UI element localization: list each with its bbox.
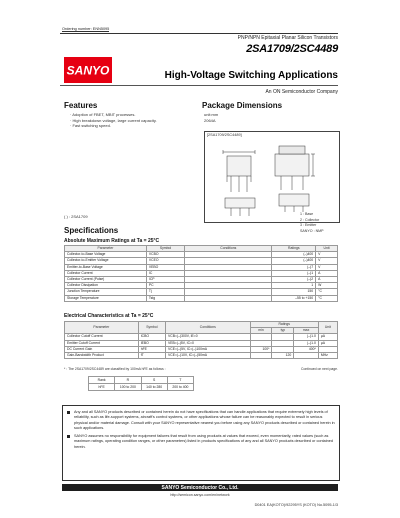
table-row bbox=[65, 295, 338, 301]
package-heading: Package Dimensions bbox=[202, 101, 283, 110]
notice-paragraph bbox=[67, 410, 335, 431]
table-cell: hFE bbox=[138, 346, 165, 352]
column-header: Unit bbox=[318, 322, 337, 334]
table-cell: A bbox=[316, 277, 338, 283]
table-cell: VEBO bbox=[146, 264, 184, 270]
table-cell: –55 to +150 bbox=[272, 295, 316, 301]
column-header: Unit bbox=[316, 246, 338, 252]
top-rule bbox=[60, 33, 338, 34]
table-cell bbox=[185, 295, 272, 301]
table-cell: PC bbox=[146, 283, 184, 289]
table-cell: IC bbox=[146, 270, 184, 276]
column-header: Conditions bbox=[185, 246, 272, 252]
table-cell: V bbox=[316, 264, 338, 270]
device-subtitle: PNP/NPN Epitaxial Planar Silicon Transistors bbox=[237, 35, 338, 41]
table-row bbox=[89, 377, 194, 384]
table-cell: A bbox=[316, 270, 338, 276]
table-cell: ICBO bbox=[138, 334, 165, 340]
table-cell: MHz bbox=[318, 353, 337, 359]
table-cell: V bbox=[316, 252, 338, 258]
main-title: High-Voltage Switching Applications bbox=[164, 70, 338, 81]
footer-band bbox=[62, 484, 338, 491]
package-unit: unit:mm bbox=[204, 112, 219, 117]
table-cell: Collector Dissipation bbox=[65, 283, 147, 289]
polarity-note: ( ) : 2SA1709 bbox=[64, 214, 88, 219]
table-cell: 120 bbox=[272, 353, 294, 359]
sanyo-logo bbox=[64, 57, 112, 83]
table-cell: VCB=(–)300V, IE=0 bbox=[166, 334, 251, 340]
column-header: max bbox=[294, 328, 319, 334]
table-cell: Storage Temperature bbox=[65, 295, 147, 301]
table-cell: (–)7 bbox=[272, 264, 316, 270]
transistor-outline-drawing bbox=[205, 132, 339, 222]
electrical-characteristics-table bbox=[64, 321, 338, 359]
pin-legend-item: 3 : Emitter bbox=[300, 223, 317, 227]
table-cell: VEB=(–)5V, IC=0 bbox=[166, 340, 251, 346]
column-header: min bbox=[250, 328, 272, 334]
package-drawing-label: [2SA1709/2SC4489] bbox=[207, 133, 242, 137]
title-rule bbox=[60, 85, 338, 86]
table-cell: °C bbox=[316, 289, 338, 295]
legal-notice-box bbox=[62, 405, 340, 481]
table-cell: (–)400 bbox=[272, 252, 316, 258]
pin-legend-item: 1 : Base bbox=[300, 212, 314, 216]
table-cell: (–)1 bbox=[272, 270, 316, 276]
footer-url-link[interactable]: http://semicon.sanyo.com/en/network bbox=[170, 493, 230, 497]
table-cell: 200 to 400 bbox=[167, 384, 193, 391]
table-cell: VCEO bbox=[146, 258, 184, 264]
table-cell: (–)2 bbox=[272, 277, 316, 283]
table-cell: 140 to 280 bbox=[141, 384, 167, 391]
table-cell: Emitter-to-Base Voltage bbox=[65, 264, 147, 270]
table-cell: Collector-to-Emitter Voltage bbox=[65, 258, 147, 264]
document-code: D0401 EA(KOTO)/92295YS (KOTO) No.5095-1/3 bbox=[254, 503, 338, 507]
table-cell: (–)1.0 bbox=[294, 340, 319, 346]
table-cell: Emitter Cutoff Current bbox=[65, 340, 139, 346]
column-header: Conditions bbox=[166, 322, 251, 334]
table-cell: Gain-Bandwidth Product bbox=[65, 353, 139, 359]
features-list bbox=[70, 112, 157, 129]
table-cell: 150 bbox=[272, 289, 316, 295]
column-group-header: Ratings bbox=[250, 322, 318, 328]
package-pin-legend bbox=[300, 212, 324, 234]
table-row bbox=[65, 353, 338, 359]
part-number: 2SA1709/2SC4489 bbox=[246, 43, 338, 55]
feature-item: · Adoption of FBET, MBIT processes. bbox=[70, 112, 136, 117]
table-cell: 400* bbox=[294, 346, 319, 352]
package-drawing bbox=[204, 131, 340, 223]
table-cell: 100* bbox=[250, 346, 272, 352]
column-header: Ratings bbox=[272, 246, 316, 252]
specifications-heading: Specifications bbox=[64, 226, 119, 235]
pin-legend-item: SANYO : NMP bbox=[300, 228, 324, 233]
table-cell: W bbox=[316, 283, 338, 289]
table-cell bbox=[250, 353, 272, 359]
table-cell: μA bbox=[318, 340, 337, 346]
bullet-square-icon bbox=[67, 411, 70, 414]
column-header: Symbol bbox=[138, 322, 165, 334]
ordering-number: Ordering number: ENN5095 bbox=[62, 27, 110, 31]
features-heading: Features bbox=[64, 101, 98, 110]
table-cell: 100 to 200 bbox=[115, 384, 141, 391]
table-cell: S bbox=[141, 377, 167, 384]
table-cell: (–)400 bbox=[272, 258, 316, 264]
table-cell: ICP bbox=[146, 277, 184, 283]
table-cell: (–)1.0 bbox=[294, 334, 319, 340]
table-cell: VCE=(–)10V, IC=(–)50mA bbox=[166, 353, 251, 359]
footer-company-name: SANYO Semiconductor Co., Ltd. bbox=[161, 484, 239, 491]
table-cell: Tstg bbox=[146, 295, 184, 301]
table-cell: Collector Current (Pulse) bbox=[65, 277, 147, 283]
table-cell: 1 bbox=[272, 283, 316, 289]
table-cell: Junction Temperature bbox=[65, 289, 147, 295]
table-cell: V bbox=[316, 258, 338, 264]
abs-max-ratings-heading: Absolute Maximum Ratings at Ta = 25°C bbox=[64, 238, 160, 244]
notice-text: Any and all SANYO products described or contained herein do not have specifications that can handle applications that require extremely high levels of reliability, such as life-support systems, aircraft's control systems, or other applications whose failure can be reasonably expected to result in serious physical and/or material damage. Consult with your SANYO representative nearest you before using any SANYO products described or contained herein in such applications. bbox=[74, 410, 335, 430]
notice-paragraph bbox=[67, 434, 335, 450]
table-cell: Collector-to-Base Voltage bbox=[65, 252, 147, 258]
table-cell: μA bbox=[318, 334, 337, 340]
table-cell: R bbox=[115, 377, 141, 384]
table-cell bbox=[294, 353, 319, 359]
table-cell: DC Current Gain bbox=[65, 346, 139, 352]
logo-text: SANYO bbox=[66, 63, 110, 78]
column-header: Symbol bbox=[146, 246, 184, 252]
table-cell: Tj bbox=[146, 289, 184, 295]
table-cell: Collector Cutoff Current bbox=[65, 334, 139, 340]
continued-note: Continued on next page. bbox=[301, 367, 338, 371]
table-cell: °C bbox=[316, 295, 338, 301]
pin-legend-item: 2 : Collector bbox=[300, 217, 320, 222]
table-cell: hFE bbox=[89, 384, 115, 391]
table-cell: VCBO bbox=[146, 252, 184, 258]
table-cell: fT bbox=[138, 353, 165, 359]
table-cell: Collector Current bbox=[65, 270, 147, 276]
column-header: Parameter bbox=[65, 246, 147, 252]
company-line: An ON Semiconductor Company bbox=[265, 89, 338, 95]
hfe-classification-note: * : The 2SA1709/2SC4489 are classified by 100mA hFE as follows : bbox=[64, 367, 166, 371]
column-header: Parameter bbox=[65, 322, 139, 334]
feature-item: · High breakdown voltage, large current capacity. bbox=[70, 117, 157, 123]
table-cell: T bbox=[167, 377, 193, 384]
electrical-characteristics-heading: Electrical Characteristics at Ta = 25°C bbox=[64, 313, 154, 319]
notice-text: SANYO assumes no responsibility for equipment failures that result from using products at values that exceed, even momentarily, rated values (such as maximum ratings, operating condition ranges, or other parameters) listed in products specifications of any and all SANYO products described or contained herein. bbox=[74, 434, 333, 449]
hfe-rank-table bbox=[88, 376, 194, 391]
package-code: 2064A bbox=[204, 118, 216, 123]
table-cell: VCE=(–)5V, IC=(–)100mA bbox=[166, 346, 251, 352]
abs-max-ratings-table bbox=[64, 245, 338, 302]
table-cell: IEBO bbox=[138, 340, 165, 346]
table-cell: Rank bbox=[89, 377, 115, 384]
feature-item: · Fast switching speed. bbox=[70, 123, 111, 128]
column-header: typ bbox=[272, 328, 294, 334]
table-row bbox=[89, 384, 194, 391]
bullet-square-icon bbox=[67, 435, 70, 438]
